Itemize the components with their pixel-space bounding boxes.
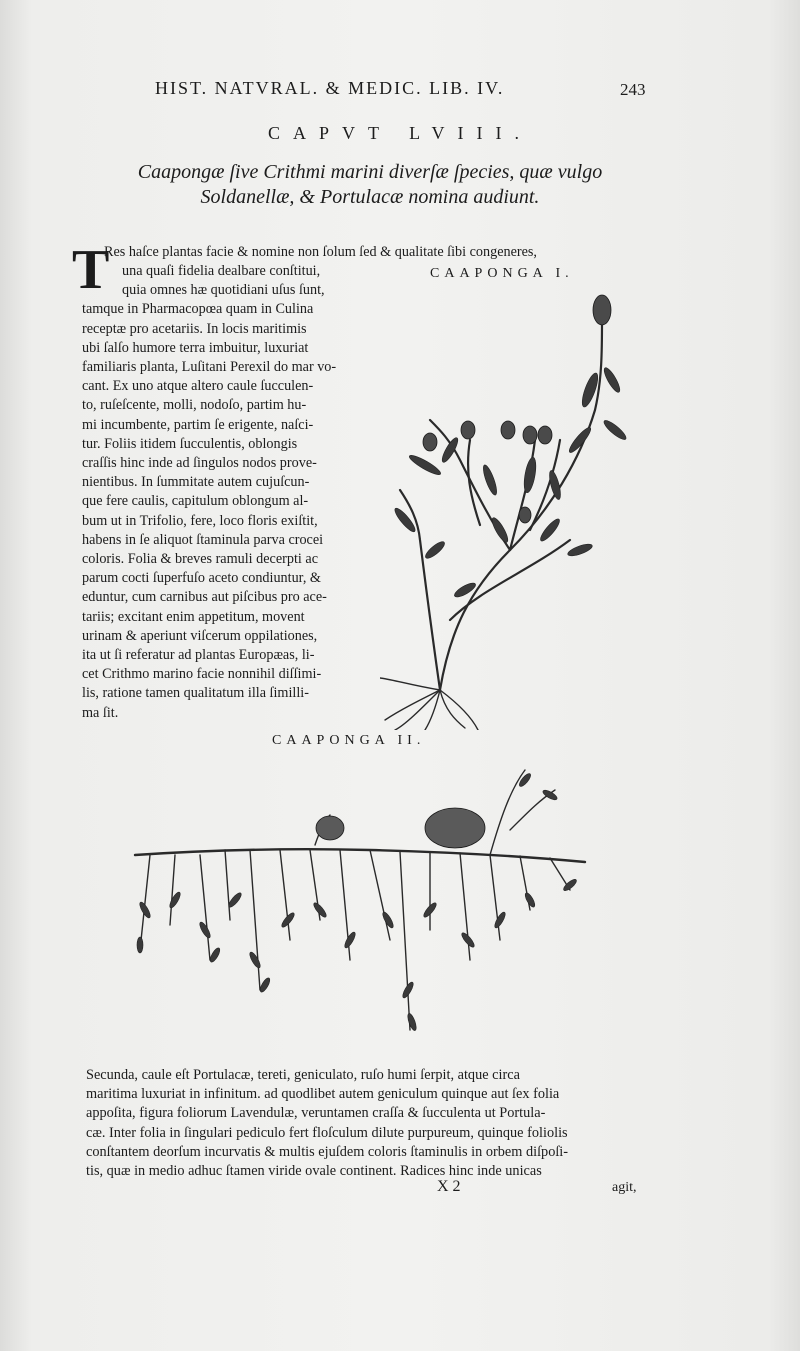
caaponga-2-illustration (130, 760, 600, 1045)
body-line: tariis; excitant enim appetitum, movent (82, 608, 305, 625)
body-line: ubi ſalſo humore terra imbuitur, luxuriat (82, 339, 309, 356)
bottom-line: Secunda, caule eſt Portulacæ, tereti, geniculato, ruſo humi ſerpit, atque circa (86, 1067, 520, 1083)
subtitle-line-1: Caapongæ ſive Crithmi marini diverſæ ſpecies, quæ vulgo (137, 161, 603, 183)
subtitle-line-2: Soldanellæ, & Portulacæ nomina audiunt. (200, 186, 540, 208)
drop-cap: T (72, 239, 110, 301)
bottom-line: appoſita, figura foliorum Lavendulæ, veruntamen craſſa & ſucculenta ut Portula- (86, 1105, 546, 1122)
body-line: tur. Foliis itidem ſucculentis, oblongis (82, 435, 298, 452)
body-line: parum cocti ſuperfuſo aceto condiuntur, & (82, 570, 321, 587)
body-line: receptæ pro acetariis. In locis maritimis (82, 320, 307, 337)
bottom-line: conſtantem deorſum incurvatis & multis ejuſdem coloris ſtaminulis in orbem diſpoſi- (86, 1143, 569, 1160)
body-line: que fere caulis, capitulum oblongum al- (82, 493, 309, 510)
body-line: eduntur, cum carnibus aut piſcibus pro ace- (82, 589, 327, 606)
body-line: ita ut ſi referatur ad plantas Europæas, li- (82, 647, 315, 664)
caaponga-1-illustration (380, 290, 640, 730)
page-number: 243 (620, 80, 646, 99)
bottom-line: tis, quæ in medio adhuc ſtamen viride ovale continent. Radices hinc inde unicas (86, 1163, 542, 1180)
body-line: craſſis hinc inde ad ſingulos nodos prove- (82, 455, 317, 472)
chapter-title: CAPVT LVIII. (267, 123, 532, 143)
body-line: lis, ratione tamen qualitatum illa ſimilli- (82, 685, 309, 702)
bottom-line: cæ. Inter folia in ſingulari pediculo fert floſculum dilute purpureum, quinque foliolis (86, 1124, 568, 1141)
body-line: tamque in Pharmacopœa quam in Culina (82, 301, 314, 318)
body-first-line: Res haſce plantas facie & nomine non ſolum ſed & qualitate ſibi congeneres, (104, 244, 537, 260)
body-line: urinam & aperiunt viſcerum oppilationes, (82, 627, 318, 644)
signature-mark: X 2 (437, 1178, 461, 1195)
body-line: ma ſit. (82, 704, 119, 721)
figure-caption-1: CAAPONGA I. (430, 266, 574, 281)
body-line: cet Crithmo marino facie nonnihil diſſimi- (82, 666, 322, 683)
body-line: quia omnes hæ quotidiani uſus ſunt, (122, 282, 325, 299)
body-line: to, ruſeſcente, molli, nodoſo, partim hu- (82, 397, 307, 414)
body-line: una quaſi fidelia dealbare conſtitui, (122, 263, 321, 279)
bottom-paragraph (86, 1066, 650, 1181)
body-line: coloris. Folia & breves ramuli decerpti ac (82, 551, 318, 568)
body-line: bum ut in Trifolio, fere, loco floris exiſtit, (82, 512, 318, 529)
body-line: habens in ſe aliquot ſtaminula parva crocei (82, 531, 324, 548)
chapter-subtitle (110, 160, 630, 210)
catchword: agit, (612, 1180, 637, 1195)
body-line: mi incumbente, partim ſe erigente, naſci- (82, 416, 314, 433)
body-lines (82, 262, 372, 723)
figure-caption-2: CAAPONGA II. (272, 733, 426, 748)
body-line: cant. Ex uno atque altero caule ſucculen- (82, 378, 314, 395)
bottom-line: maritima luxuriat in infinitum. ad quodlibet autem geniculum quinque aut ſex folia (86, 1086, 560, 1103)
body-line: familiaris planta, Luſitani Perexil do mar vo- (82, 359, 337, 376)
body-line: nientibus. In ſummitate autem cujuſcun- (82, 474, 310, 491)
running-head: HIST. NATVRAL. & MEDIC. LIB. IV. (155, 78, 505, 98)
